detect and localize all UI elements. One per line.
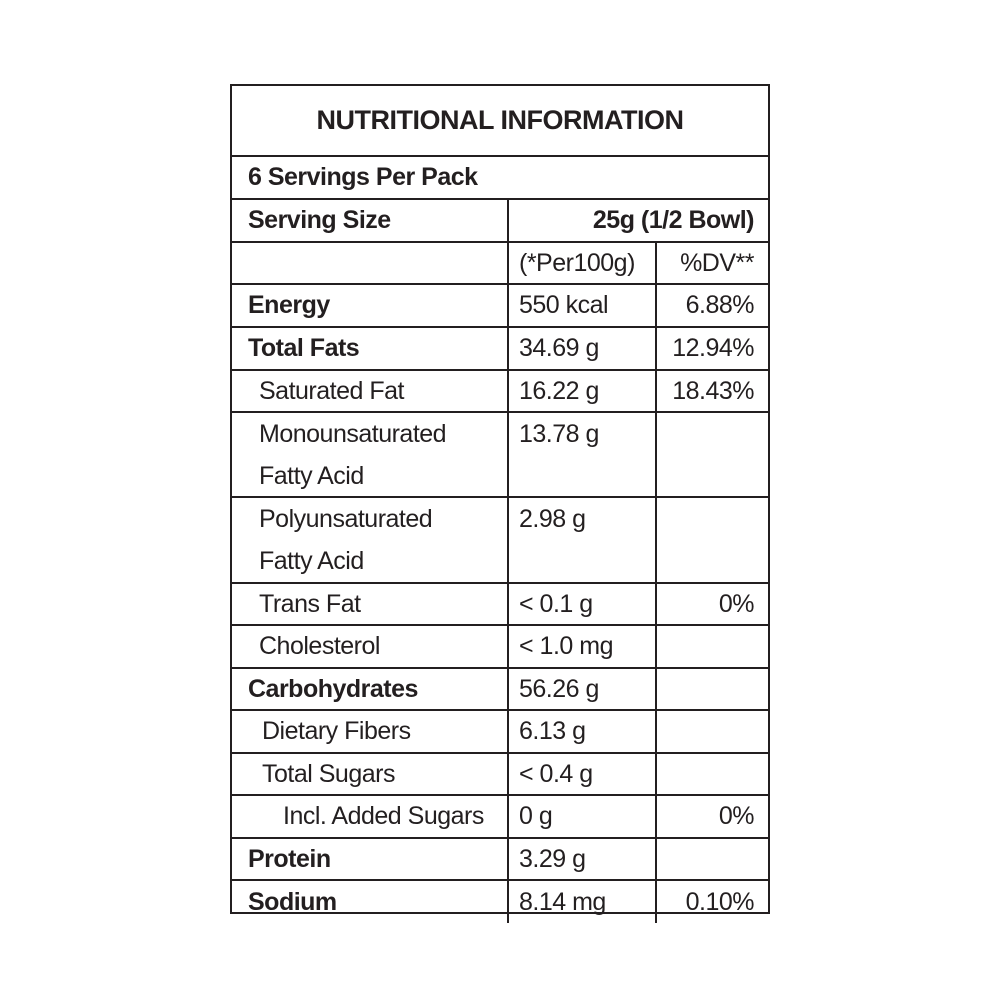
table-row (232, 669, 768, 711)
dv-header: %DV** (680, 248, 754, 277)
nutrient-value: 6.13 g (509, 711, 657, 752)
table-row (232, 881, 768, 923)
nutrient-dv: 0% (718, 802, 754, 830)
nutrient-dv (657, 839, 768, 879)
table-row (232, 498, 768, 584)
nutrient-value: 8.14 mg (509, 881, 657, 923)
nutrient-value: 3.29 g (509, 839, 657, 879)
nutrient-name: Total Fats (232, 328, 509, 369)
nutrient-value: 13.78 g (509, 413, 657, 496)
table-row (232, 796, 768, 839)
nutrient-name: Dietary Fibers (232, 711, 509, 752)
table-row (232, 711, 768, 754)
nutrient-dv: 0.10% (685, 887, 754, 916)
table-row (232, 413, 768, 498)
nutrient-value: 34.69 g (509, 328, 657, 369)
table-row (232, 285, 768, 328)
nutrient-value: < 1.0 mg (509, 626, 657, 667)
nutrient-name (232, 413, 509, 496)
nutrient-value: 0 g (509, 796, 657, 837)
table-row (232, 328, 768, 371)
nutrient-dv: 12.94% (672, 334, 754, 362)
table-title: NUTRITIONAL INFORMATION (232, 86, 768, 157)
nutrition-facts-table (230, 84, 770, 914)
table-row (232, 626, 768, 669)
nutrient-name-line2: Fatty Acid (259, 462, 364, 490)
nutrient-value: < 0.4 g (509, 754, 657, 794)
nutrient-dv: 6.88% (685, 291, 754, 319)
nutrient-name: Sodium (232, 881, 509, 923)
nutrient-name: Trans Fat (232, 584, 509, 624)
nutrient-name: Cholesterol (232, 626, 509, 667)
nutrient-value: 56.26 g (509, 669, 657, 709)
nutrient-value: 2.98 g (509, 498, 657, 582)
nutrient-name-line1: Monounsaturated (259, 420, 447, 448)
header-blank (232, 243, 509, 283)
nutrient-name: Protein (232, 839, 509, 879)
nutrient-dv (657, 711, 768, 752)
nutrient-name: Saturated Fat (232, 371, 509, 411)
per100g-header: (*Per100g) (509, 243, 657, 283)
servings-per-pack: 6 Servings Per Pack (232, 157, 768, 200)
nutrient-name-line2: Fatty Acid (259, 547, 364, 575)
nutrient-value: < 0.1 g (509, 584, 657, 624)
nutrient-dv (657, 413, 768, 496)
table-row (232, 584, 768, 626)
nutrient-dv (657, 498, 768, 582)
nutrient-value: 16.22 g (509, 371, 657, 411)
table-row (232, 754, 768, 796)
serving-size-row (232, 200, 768, 243)
nutrient-dv: 18.43% (672, 376, 754, 405)
nutrient-name: Incl. Added Sugars (232, 796, 509, 837)
serving-size-value: 25g (1/2 Bowl) (592, 206, 754, 234)
nutrient-name: Carbohydrates (232, 669, 509, 709)
nutrient-value: 550 kcal (509, 285, 657, 326)
nutrient-dv (657, 626, 768, 667)
nutrient-dv (657, 754, 768, 794)
nutrient-dv (657, 669, 768, 709)
nutrient-name: Energy (232, 285, 509, 326)
table-row (232, 839, 768, 881)
table-row (232, 371, 768, 413)
column-header-row (232, 243, 768, 285)
nutrient-dv: 0% (718, 589, 754, 618)
nutrient-name (232, 498, 509, 582)
serving-size-label: Serving Size (232, 200, 509, 241)
nutrient-name-line1: Polyunsaturated (259, 505, 433, 533)
nutrient-name: Total Sugars (232, 754, 509, 794)
